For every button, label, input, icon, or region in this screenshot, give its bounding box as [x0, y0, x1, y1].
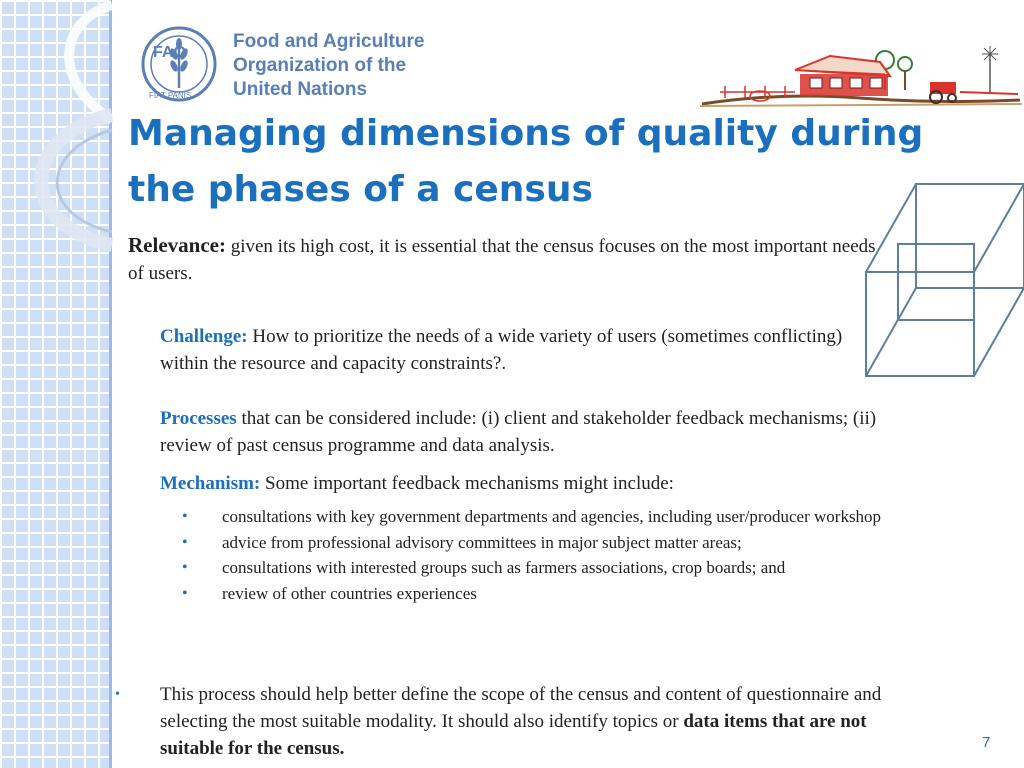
slide-title-line-1: Managing dimensions of quality during [128, 113, 924, 154]
bullet-icon: • [182, 559, 188, 576]
decorative-arcs [0, 0, 130, 260]
relevance-text: given its high cost, it is essential that the census focuses on the most important needs of users. [128, 236, 876, 284]
mechanism-paragraph [160, 470, 880, 497]
final-bold-text: data items that are not suitable for the census. [160, 711, 867, 759]
list-item [180, 530, 900, 556]
list-item [180, 581, 900, 607]
processes-paragraph [160, 405, 880, 459]
farm-illustration [700, 42, 1022, 108]
list-item-text: consultations with interested groups such as farmers associations, crop boards; and [222, 558, 786, 577]
logo-letter-f: FAO [153, 44, 186, 61]
mechanism-text: Some important feedback mechanisms might include: [260, 473, 674, 494]
processes-text: that can be considered include: (i) client and stakeholder feedback mechanisms; (ii) review of past census programme and data analysis. [160, 408, 877, 456]
list-item-text: consultations with key government departments and agencies, including user/producer workshop [222, 507, 882, 526]
challenge-text: How to prioritize the needs of a wide variety of users (sometimes conflicting) within the resource and capacity constraints?. [160, 326, 843, 374]
mechanism-label: Mechanism: [160, 473, 261, 494]
org-name-line-3: United Nations [233, 79, 368, 100]
org-name-line-1: Food and Agriculture [233, 31, 425, 52]
final-bullet-icon: • [115, 687, 120, 702]
list-item [180, 504, 900, 530]
final-text: This process should help better define the scope of the census and content of questionnaire and selecting the most suitable modality. It should also identify topics or [160, 684, 882, 732]
processes-label: Processes [160, 408, 237, 429]
challenge-paragraph [160, 323, 880, 377]
final-paragraph [160, 681, 890, 762]
bullet-icon: • [182, 584, 188, 602]
challenge-label: Challenge: [160, 326, 248, 347]
list-item [180, 555, 900, 581]
list-item-text: review of other countries experiences [222, 583, 477, 603]
slide-title [128, 106, 968, 218]
page-number: 7 [982, 734, 991, 751]
slide-title-line-2: the phases of a census [128, 169, 593, 210]
organization-name [233, 30, 424, 102]
org-name-line-2: Organization of the [233, 55, 407, 76]
bullet-icon: • [182, 508, 188, 525]
bullet-icon: • [182, 533, 188, 551]
list-item-text: advice from professional advisory committees in major subject matter areas; [222, 532, 742, 552]
mechanism-bullet-list [180, 504, 900, 606]
relevance-paragraph [128, 232, 888, 287]
relevance-label: Relevance: [128, 233, 226, 257]
logo-ring-text: FIAT PANIS [149, 91, 192, 100]
